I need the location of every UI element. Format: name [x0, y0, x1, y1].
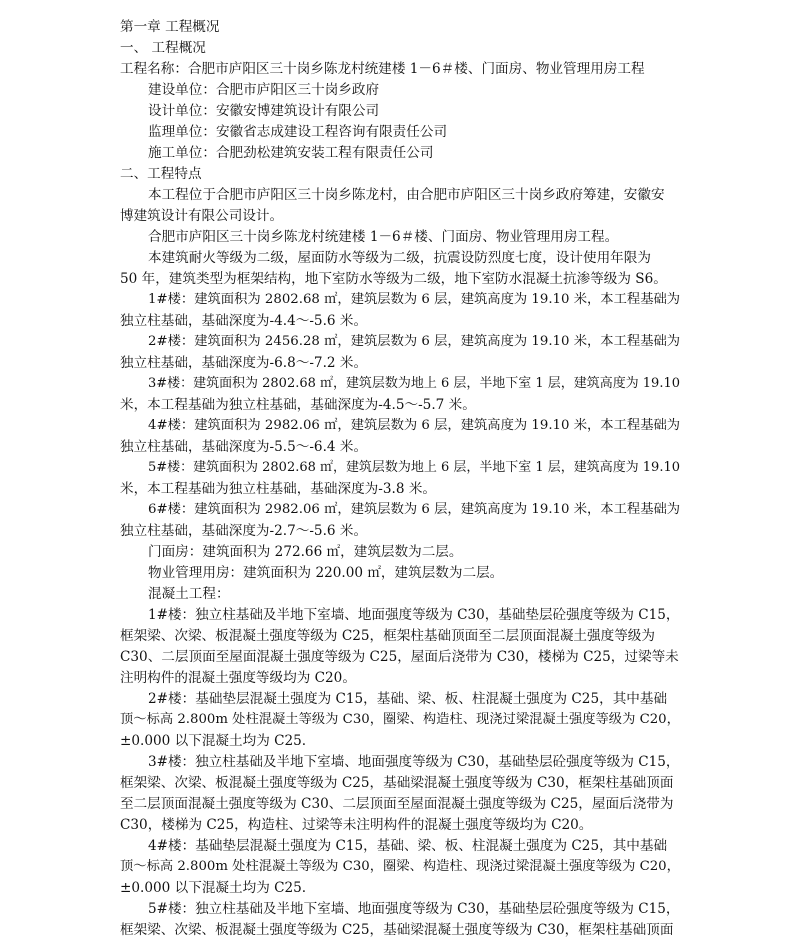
building-5-line-2: 米，本工程基础为独立柱基础，基础深度为-3.8 米。 [120, 481, 436, 497]
concrete-2-line-2: 顶～标高 2.800m 处柱混凝土等级为 C30，圈梁、构造柱、现浇过梁混凝土强度等级为 C20， [120, 712, 680, 727]
build-unit: 建设单位：合肥市庐阳区三十岗乡政府 [148, 82, 380, 98]
building-2-line-2: 独立柱基础，基础深度为-6.8～-7.2 米。 [120, 355, 368, 371]
concrete-5-line-2: 框架梁、次梁、板混凝土强度等级为 C25，基础梁混凝土强度等级为 C30，框架柱基础顶面 [120, 922, 674, 938]
building-1-line-2: 独立柱基础，基础深度为-4.4～-5.6 米。 [120, 313, 368, 329]
grade-line-2: 50 年，建筑类型为框架结构，地下室防水等级为二级，地下室防水混凝土抗渗等级为 S6。 [120, 271, 667, 287]
concrete-3-line-3: 至二层顶面混凝土强度等级为 C30、二层顶面至屋面混凝土强度等级为 C25，屋面后浇带为 [120, 796, 674, 812]
concrete-1-line-1: 1#楼：独立柱基础及半地下室墙、地面强度等级为 C30，基础垫层砼强度等级为 C15， [148, 607, 680, 623]
section-1-title: 一、 工程概况 [120, 40, 206, 56]
building-6-line-2: 独立柱基础，基础深度为-2.7～-5.6 米。 [120, 523, 368, 539]
concrete-1-line-3: C30、二层顶面至屋面混凝土强度等级为 C25，屋面后浇带为 C30，楼梯为 C25，过梁等未 [120, 649, 679, 665]
building-3-line-2: 米，本工程基础为独立柱基础，基础深度为-4.5～-5.7 米。 [120, 397, 476, 413]
building-4-line-2: 独立柱基础，基础深度为-5.5～-6.4 米。 [120, 439, 368, 455]
concrete-3-line-1: 3#楼：独立柱基础及半地下室墙、地面强度等级为 C30，基础垫层砼强度等级为 C15， [148, 754, 680, 770]
concrete-4-line-2: 顶～标高 2.800m 处柱混凝土等级为 C30，圈梁、构造柱、现浇过梁混凝土强度等级为 C20， [120, 859, 680, 874]
concrete-2-line-3: ±0.000 以下混凝土均为 C25. [120, 733, 307, 749]
supervise-unit: 监理单位：安徽省志成建设工程咨询有限责任公司 [148, 124, 448, 140]
construct-unit: 施工单位：合肥劲松建筑安装工程有限责任公司 [148, 145, 434, 161]
building-2-line-1: 2#楼：建筑面积为 2456.28 ㎡，建筑层数为 6 层，建筑高度为 19.10 米，本工程基础为 [148, 334, 681, 349]
concrete-4-line-3: ±0.000 以下混凝土均为 C25. [120, 880, 307, 896]
building-5-line-1: 5#楼：建筑面积为 2802.68 ㎡，建筑层数为地上 6 层，半地下室 1 层，建筑高度为 19.10 [148, 460, 680, 475]
concrete-1-line-2: 框架梁、次梁、板混凝土强度等级为 C25，框架柱基础顶面至二层顶面混凝土强度等级为 [120, 628, 655, 644]
concrete-2-line-1: 2#楼：基础垫层混凝土强度为 C15，基础、梁、板、柱混凝土强度为 C25，其中基础 [148, 691, 668, 707]
project-name: 工程名称：合肥市庐阳区三十岗乡陈龙村统建楼 1－6＃楼、门面房、物业管理用房工程 [120, 61, 645, 77]
chapter-title: 第一章 工程概况 [120, 19, 220, 35]
building-1-line-1: 1#楼：建筑面积为 2802.68 ㎡，建筑层数为 6 层，建筑高度为 19.10 米，本工程基础为 [148, 292, 681, 307]
section-2-title: 二、工程特点 [120, 166, 202, 182]
concrete-1-line-4: 注明构件的混凝土强度等级均为 C20。 [120, 670, 356, 686]
concrete-5-line-1: 5#楼：独立柱基础及半地下室墙、地面强度等级为 C30，基础垫层砼强度等级为 C15， [148, 901, 680, 917]
intro-line-2: 博建筑设计有限公司设计。 [120, 208, 284, 224]
building-3-line-1: 3#楼：建筑面积为 2802.68 ㎡，建筑层数为地上 6 层，半地下室 1 层，建筑高度为 19.10 [148, 376, 680, 391]
shop-line: 门面房：建筑面积为 272.66 ㎡，建筑层数为二层。 [148, 544, 463, 560]
concrete-3-line-2: 框架梁、次梁、板混凝土强度等级为 C25，基础梁混凝土强度等级为 C30，框架柱基础顶面 [120, 775, 674, 791]
building-6-line-1: 6#楼：建筑面积为 2982.06 ㎡，建筑层数为 6 层，建筑高度为 19.10 米，本工程基础为 [148, 502, 681, 517]
concrete-title: 混凝土工程： [148, 586, 230, 602]
concrete-4-line-1: 4#楼：基础垫层混凝土强度为 C15，基础、梁、板、柱混凝土强度为 C25，其中基础 [148, 838, 668, 854]
concrete-3-line-4: C30，楼梯为 C25，构造柱、过梁等未注明构件的混凝土强度等级均为 C20。 [120, 817, 593, 833]
property-line: 物业管理用房：建筑面积为 220.00 ㎡，建筑层数为二层。 [148, 565, 504, 581]
grade-line-1: 本建筑耐火等级为二级，屋面防水等级为二级，抗震设防烈度七度，设计使用年限为 [148, 250, 651, 266]
intro-line-1: 本工程位于合肥市庐阳区三十岗乡陈龙村，由合肥市庐阳区三十岗乡政府筹建，安徽安 [148, 187, 665, 203]
building-4-line-1: 4#楼：建筑面积为 2982.06 ㎡，建筑层数为 6 层，建筑高度为 19.10 米，本工程基础为 [148, 418, 681, 433]
scope-line: 合肥市庐阳区三十岗乡陈龙村统建楼 1－6＃楼、门面房、物业管理用房工程。 [148, 229, 619, 245]
design-unit: 设计单位：安徽安博建筑设计有限公司 [148, 103, 380, 119]
